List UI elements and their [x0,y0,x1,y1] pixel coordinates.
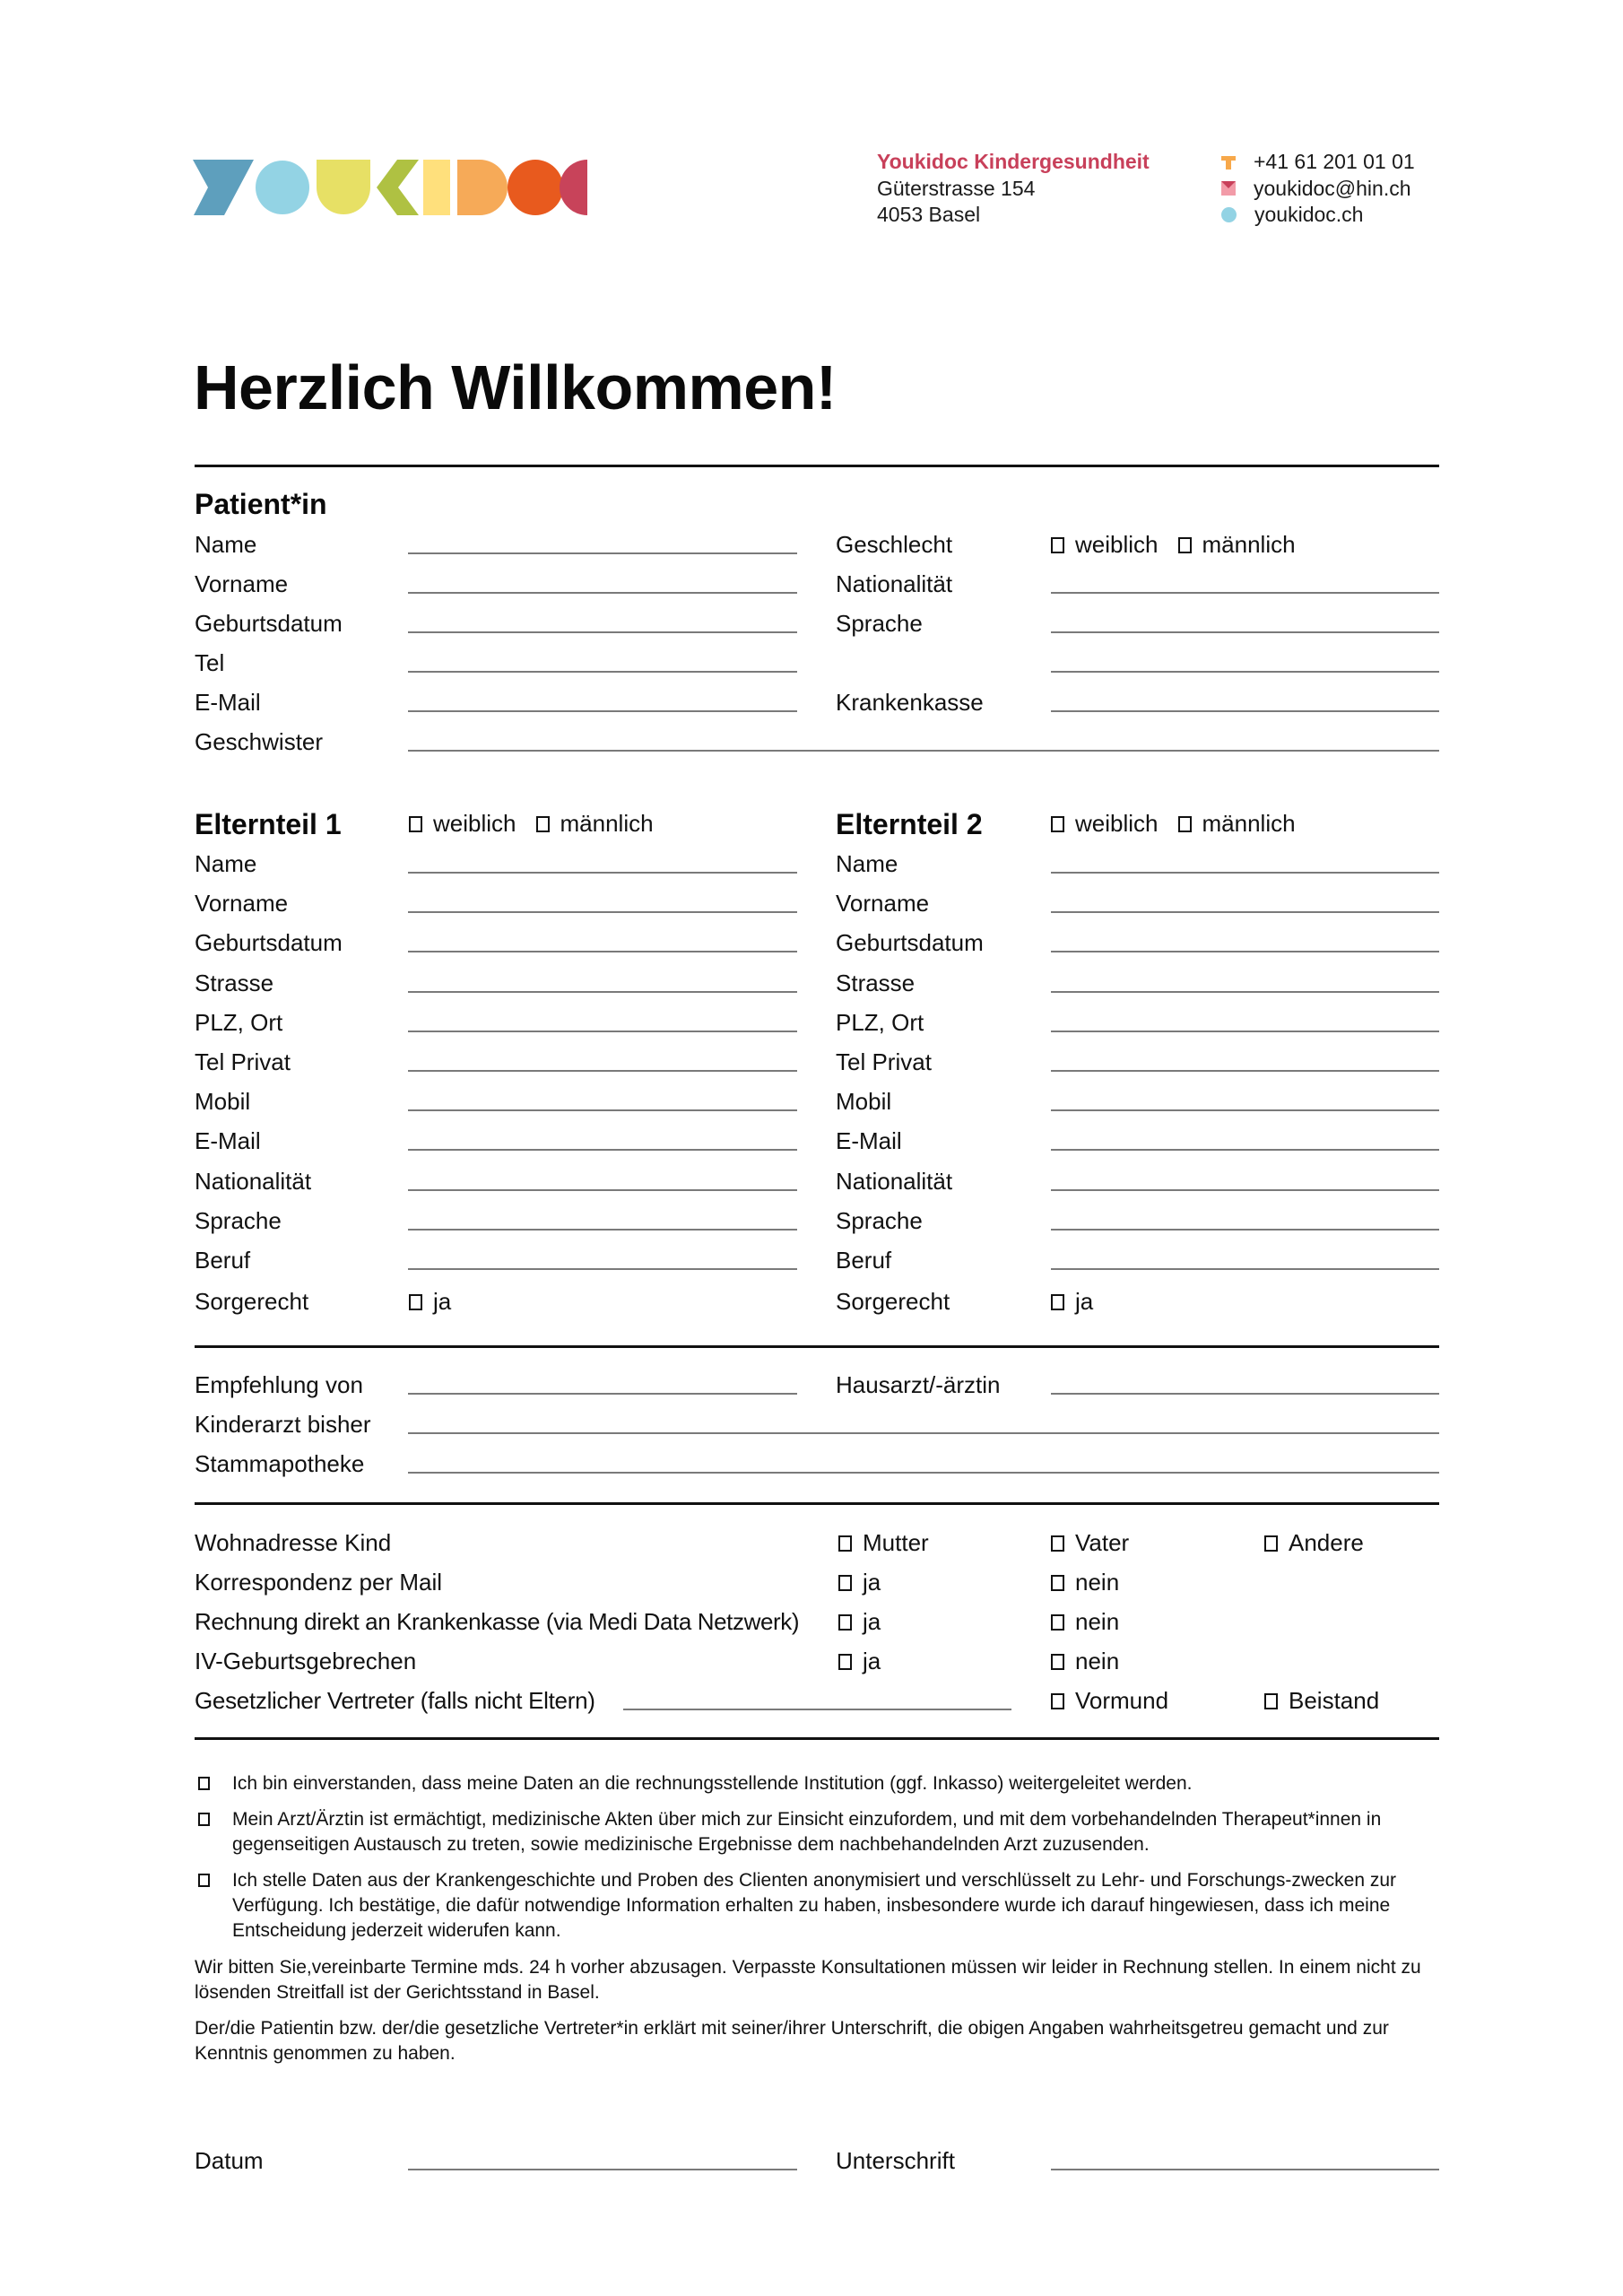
parent2-name-label: Name [836,850,898,877]
parent2-beruf-label: Beruf [836,1247,892,1274]
date-field[interactable] [408,2169,797,2170]
patient-extra-field[interactable] [1051,671,1439,673]
parent2-nationalität-label: Nationalität [836,1167,953,1195]
patient-name-field[interactable] [408,552,797,554]
signature-label: Unterschrift [836,2147,955,2174]
consent-records-text: Mein Arzt/Ärztin ist ermächtigt, medizinische Akten über mich zur Einsicht einzufordem, und mit dem vorbehandelnden Therapeut*innen in gegenseitigen Austausch zu treten, sowie medizinische Ergebnisse dem nachbehandelnden Arzt zuzusenden. [232,1809,1382,1855]
parent2-gender-male-checkbox[interactable]: männlich [1178,810,1296,838]
divider [195,1502,1439,1505]
web-icon [1221,207,1237,222]
clinic-contacts [1221,149,1415,229]
patient-krankenkasse-label: Krankenkasse [836,689,984,716]
consent-records-checkbox[interactable] [198,1813,211,1826]
parent1-mobil-field[interactable] [408,1109,797,1111]
legal-curator-checkbox[interactable]: Beistand [1264,1687,1379,1715]
parent1-name-label: Name [195,850,257,877]
consent-research-text: Ich stelle Daten aus der Krankengeschichte und Proben des Clienten anonymisiert und verschlüsselt zu Lehr- und Forschungs-zwecken zur Verfügung. Ich bestätige, die dafür notwendige Information erhalten zu haben, insbesondere wurde ich darauf hingewiesen, dass ich meine Entscheidung jederzeit widerufen kann. [232,1870,1397,1941]
checkbox-icon [838,1535,852,1552]
signature-field[interactable] [1051,2169,1439,2170]
parent1-tel-privat-field[interactable] [408,1070,797,1072]
recommendation-field[interactable] [408,1393,797,1395]
parent2-e-mail-label: E-Mail [836,1127,902,1155]
parent1-vorname-label: Vorname [195,890,289,918]
patient-heading: Patient*in [195,488,327,520]
parent2-geburtsdatum-field[interactable] [1051,951,1439,952]
phone-icon [1221,155,1236,170]
gender-label: Geschlecht [836,531,953,558]
checkbox-icon [838,1654,852,1670]
iv-no-checkbox[interactable]: nein [1051,1648,1119,1675]
iv-label: IV-Geburtsgebrechen [195,1648,417,1674]
patient-geschwister-field[interactable] [408,750,1439,752]
parent1-nationalität-field[interactable] [408,1189,797,1191]
prev-pediatrician-field[interactable] [408,1432,1439,1434]
patient-e-mail-field[interactable] [408,710,797,712]
checkbox-icon [838,1614,852,1631]
clinic-address [877,149,1150,229]
checkbox-icon [1051,1535,1064,1552]
residence-other-checkbox[interactable]: Andere [1264,1529,1364,1557]
parent2-beruf-field[interactable] [1051,1268,1439,1270]
checkbox-icon [198,1777,210,1790]
parent2-sprache-label: Sprache [836,1206,923,1234]
patient-geschwister-label: Geschwister [195,728,324,755]
pharmacy-field[interactable] [408,1472,1439,1474]
residence-mother-checkbox[interactable]: Mutter [838,1529,929,1557]
prev-pediatrician-label: Kinderarzt bisher [195,1411,371,1438]
iv-yes-checkbox[interactable]: ja [838,1648,881,1675]
divider [195,465,1439,467]
parent2-sprache-field[interactable] [1051,1229,1439,1231]
checkbox-icon [536,816,550,832]
gp-field[interactable] [1051,1393,1439,1395]
parent2-name-field[interactable] [1051,872,1439,874]
legal-rep-field[interactable] [623,1709,1011,1710]
parent1-sprache-label: Sprache [195,1206,282,1234]
parent2-strasse-label: Strasse [836,969,916,996]
parent2-tel-privat-label: Tel Privat [836,1048,932,1075]
mail-icon [1221,181,1236,196]
patient-gender-options [1051,531,1296,559]
checkbox-icon [1051,537,1064,553]
patient-sprache-field[interactable] [1051,631,1439,633]
parent2-plz-ort-label: PLZ, Ort [836,1008,924,1036]
checkbox-icon [1051,1693,1064,1709]
residence-father-checkbox[interactable]: Vater [1051,1529,1129,1557]
parent1-heading: Elternteil 1 [195,808,342,840]
clinic-phone: +41 61 201 01 01 [1254,150,1415,173]
parent1-gender-options [409,810,654,838]
parent2-gender-female-checkbox[interactable]: weiblich [1051,810,1159,838]
patient-name-label: Name [195,531,257,558]
checkbox-icon [1051,1294,1064,1310]
recommendation-label: Empfehlung von [195,1371,363,1398]
consent-billing-text: Ich bin einverstanden, dass meine Daten an die rechnungsstellende Institution (ggf. Inkasso) weitergeleitet werden. [232,1773,1193,1794]
youkidoc-logo [193,160,587,215]
parent2-strasse-field[interactable] [1051,991,1439,993]
declaration-notice: Der/die Patientin bzw. der/die gesetzliche Vertreter*in erklärt mit seiner/ihrer Unterschrift, die obigen Angaben wahrheitsgetreu gemacht und zur Kenntnis genommen zu haben. [195,2018,1389,2064]
billing-label: Rechnung direkt an Krankenkasse (via Medi Data Netzwerk) [195,1608,800,1635]
divider [195,1345,1439,1348]
clinic-website[interactable]: youkidoc.ch [1254,203,1364,226]
parent2-plz-ort-field[interactable] [1051,1031,1439,1032]
mail-correspondence-label: Korrespondenz per Mail [195,1569,443,1596]
clinic-name: Youkidoc Kindergesundheit [877,150,1150,173]
parent2-mobil-label: Mobil [836,1088,892,1116]
billing-no-checkbox[interactable]: nein [1051,1608,1119,1636]
date-label: Datum [195,2147,264,2174]
mail-no-checkbox[interactable]: nein [1051,1569,1119,1596]
residence-label: Wohnadresse Kind [195,1529,392,1556]
parent1-beruf-label: Beruf [195,1247,251,1274]
parent1-custody-checkbox[interactable]: ja [409,1288,451,1316]
parent2-nationalität-field[interactable] [1051,1189,1439,1191]
checkbox-icon [1178,816,1192,832]
parent2-gender-options [1051,810,1296,838]
checkbox-icon [1051,816,1064,832]
patient-geburtsdatum-field[interactable] [408,631,797,633]
billing-yes-checkbox[interactable]: ja [838,1608,881,1636]
patient-tel-field[interactable] [408,671,797,673]
parent1-sprache-field[interactable] [408,1229,797,1231]
clinic-email[interactable]: youkidoc@hin.ch [1254,176,1411,200]
parent1-name-field[interactable] [408,872,797,874]
checkbox-icon [1264,1693,1278,1709]
parent1-plz-ort-label: PLZ, Ort [195,1008,283,1036]
parent1-beruf-field[interactable] [408,1268,797,1270]
patient-sprache-label: Sprache [836,610,923,637]
patient-nationalität-label: Nationalität [836,570,953,597]
checkbox-icon [1051,1654,1064,1670]
parent2-heading: Elternteil 2 [836,808,983,840]
patient-gender-female-checkbox[interactable]: weiblich [1051,531,1159,559]
patient-gender-male-checkbox[interactable]: männlich [1178,531,1296,559]
clinic-street: Güterstrasse 154 [877,176,1036,200]
checkbox-icon [409,816,422,832]
consent-billing-checkbox[interactable] [198,1777,211,1790]
checkbox-icon [409,1294,422,1310]
patient-geburtsdatum-label: Geburtsdatum [195,610,343,637]
patient-e-mail-label: E-Mail [195,689,261,716]
parent2-tel-privat-field[interactable] [1051,1070,1439,1072]
checkbox-icon [1178,537,1192,553]
parent1-geburtsdatum-field[interactable] [408,951,797,952]
checkbox-icon [198,1874,210,1887]
parent1-plz-ort-field[interactable] [408,1031,797,1032]
patient-vorname-label: Vorname [195,570,289,597]
parent2-vorname-field[interactable] [1051,911,1439,913]
parent2-custody-checkbox[interactable]: ja [1051,1288,1093,1316]
parent1-nationalität-label: Nationalität [195,1167,312,1195]
checkbox-icon [1051,1575,1064,1591]
parent1-mobil-label: Mobil [195,1088,251,1116]
patient-nationalität-field[interactable] [1051,592,1439,594]
checkbox-icon [1264,1535,1278,1552]
legal-guardian-checkbox[interactable]: Vormund [1051,1687,1168,1715]
parent2-e-mail-field[interactable] [1051,1149,1439,1151]
consent-research-checkbox[interactable] [198,1874,211,1887]
checkbox-icon [1051,1614,1064,1631]
parent1-strasse-label: Strasse [195,969,274,996]
parent2-custody-label: Sorgerecht [836,1288,950,1315]
page-title: Herzlich Willkommen! [194,352,837,422]
cancellation-notice: Wir bitten Sie,vereinbarte Termine mds. 24 h vorher abzusagen. Verpasste Konsultationen müssen wir leider in Rechnung stellen. In einem nicht zu lösenden Streitfall ist der Gerichtsstand in Basel. [195,1957,1421,2003]
checkbox-icon [198,1813,210,1826]
patient-tel-label: Tel [195,649,225,676]
divider [195,1737,1439,1740]
parent2-vorname-label: Vorname [836,890,930,918]
pharmacy-label: Stammapotheke [195,1450,365,1477]
gp-label: Hausarzt/-ärztin [836,1371,1001,1398]
clinic-city: 4053 Basel [877,203,981,226]
parent1-e-mail-label: E-Mail [195,1127,261,1155]
parent1-gender-female-checkbox[interactable]: weiblich [409,810,516,838]
parent1-tel-privat-label: Tel Privat [195,1048,291,1075]
parent2-geburtsdatum-label: Geburtsdatum [836,929,984,957]
mail-yes-checkbox[interactable]: ja [838,1569,881,1596]
parent1-gender-male-checkbox[interactable]: männlich [536,810,654,838]
parent1-custody-label: Sorgerecht [195,1288,309,1315]
parent1-vorname-field[interactable] [408,911,797,913]
parent1-geburtsdatum-label: Geburtsdatum [195,929,343,957]
patient-vorname-field[interactable] [408,592,797,594]
legal-rep-label: Gesetzlicher Vertreter (falls nicht Eltern) [195,1687,595,1714]
parent1-e-mail-field[interactable] [408,1149,797,1151]
parent2-mobil-field[interactable] [1051,1109,1439,1111]
parent1-strasse-field[interactable] [408,991,797,993]
patient-krankenkasse-field[interactable] [1051,710,1439,712]
checkbox-icon [838,1575,852,1591]
